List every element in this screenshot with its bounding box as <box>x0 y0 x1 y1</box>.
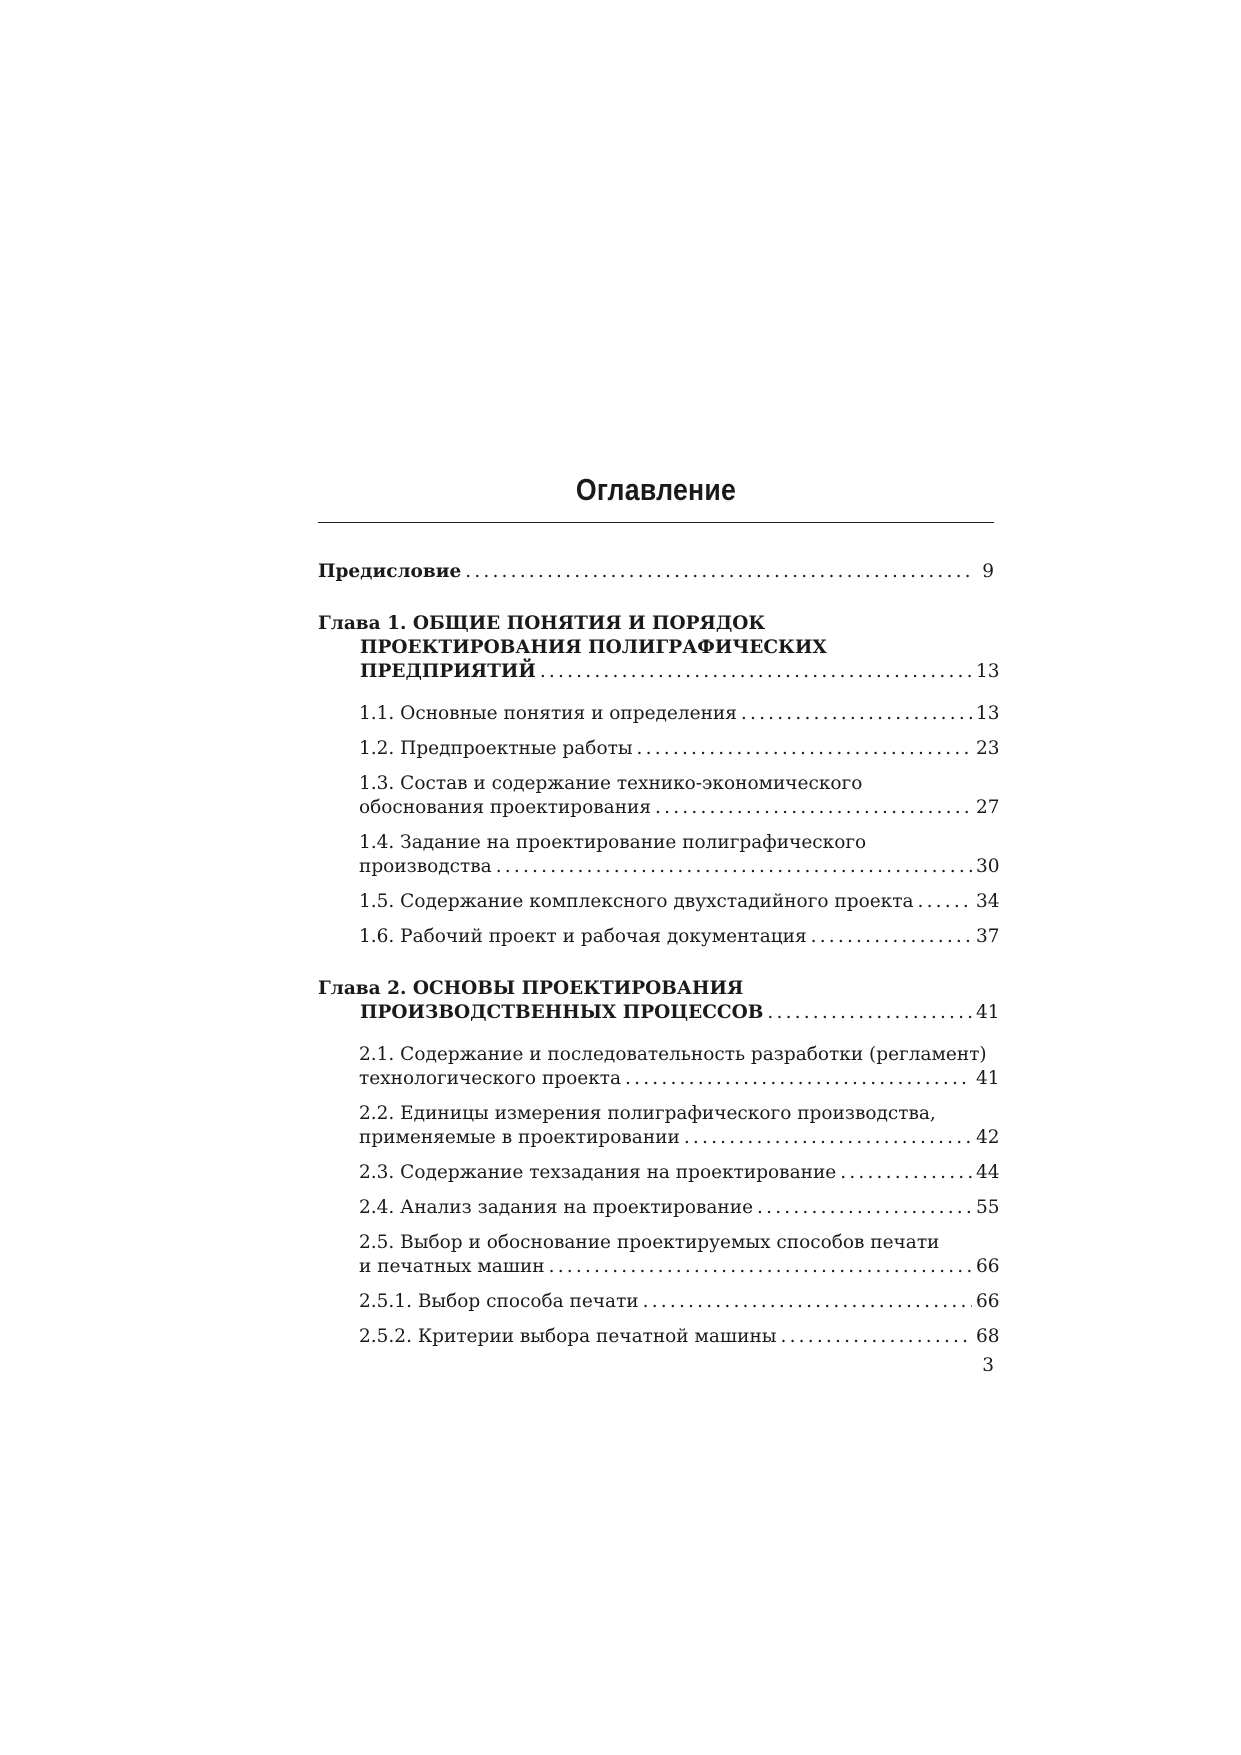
chapter-prefix: Глава 2. <box>318 978 407 999</box>
toc-entry-section-2-1[interactable] <box>318 1043 1000 1091</box>
toc-entry-preface[interactable] <box>318 560 994 584</box>
leader-dots <box>684 1126 972 1150</box>
toc-page-number: 23 <box>976 738 1000 759</box>
toc-entry-title: 2.5. Выбор и обоснование проектируемых способов печати <box>359 1232 940 1253</box>
chapter-title-line: ОБЩИЕ ПОНЯТИЯ И ПОРЯДОК <box>412 613 766 634</box>
toc-page-number: 13 <box>976 703 1000 724</box>
toc-entry-title: 2.5.2. Критерии выбора печатной машины <box>359 1326 777 1347</box>
toc-page-number: 66 <box>976 1291 1000 1312</box>
toc-entry-section-2-4[interactable] <box>318 1196 1000 1220</box>
leader-dots <box>741 702 972 726</box>
leader-dots <box>496 855 972 879</box>
leader-dots <box>767 1001 972 1025</box>
toc-entry-title: 1.4. Задание на проектирование полиграфического <box>359 832 867 853</box>
toc-entry-title-cont: обоснования проектирования <box>359 797 652 818</box>
toc-entry-section-1-5[interactable] <box>318 890 1000 914</box>
toc-entry-section-1-2[interactable] <box>318 737 1000 761</box>
toc-page-number: 13 <box>976 661 1000 682</box>
toc-entry-title-cont: производства <box>359 856 492 877</box>
leader-dots <box>918 890 973 914</box>
toc-entry-section-2-2[interactable] <box>318 1102 1000 1150</box>
toc-page-number: 68 <box>976 1326 1000 1347</box>
toc-page-number: 34 <box>976 891 1000 912</box>
page-title: Оглавление <box>575 472 737 507</box>
toc-entry-title: 2.1. Содержание и последовательность разработки (регламент) <box>359 1044 987 1065</box>
toc-entry-section-1-4[interactable] <box>318 831 1000 879</box>
title-divider <box>318 522 994 523</box>
chapter-title-line: ПРОИЗВОДСТВЕННЫХ ПРОЦЕССОВ <box>360 1002 764 1023</box>
leader-dots <box>811 925 972 949</box>
toc-entry-title: 2.5.1. Выбор способа печати <box>359 1291 639 1312</box>
toc-entry-title: 2.4. Анализ задания на проектирование <box>359 1197 754 1218</box>
toc-page-number: 27 <box>976 797 1000 818</box>
leader-dots <box>465 560 972 584</box>
toc-entry-title: 1.2. Предпроектные работы <box>359 738 633 759</box>
toc-entry-section-2-5[interactable] <box>318 1231 1000 1279</box>
toc-page-number: 44 <box>976 1162 1000 1183</box>
chapter-prefix: Глава 1. <box>318 613 407 634</box>
toc-entry-title: 1.5. Содержание комплексного двухстадийного проекта <box>359 891 914 912</box>
toc-page-number: 55 <box>976 1197 1000 1218</box>
toc-page-number: 42 <box>976 1127 1000 1148</box>
table-of-contents <box>318 560 1000 1349</box>
leader-dots <box>637 737 972 761</box>
chapter-title-line: ПРЕДПРИЯТИЙ <box>360 661 536 682</box>
chapter-title-line: ОСНОВЫ ПРОЕКТИРОВАНИЯ <box>412 978 744 999</box>
toc-page-number: 30 <box>976 856 1000 877</box>
toc-page-number: 41 <box>976 1068 1000 1089</box>
toc-entry-section-2-3[interactable] <box>318 1161 1000 1185</box>
toc-page-number: 9 <box>982 561 994 582</box>
page-number: 3 <box>982 1355 994 1376</box>
leader-dots <box>625 1067 972 1091</box>
toc-entry-section-1-3[interactable] <box>318 772 1000 820</box>
toc-page-number: 66 <box>976 1256 1000 1277</box>
toc-entry-chapter-2[interactable] <box>318 977 1000 1025</box>
toc-entry-section-2-5-1[interactable] <box>318 1290 1000 1314</box>
toc-entry-title-cont: и печатных машин <box>359 1256 545 1277</box>
toc-entry-title: 2.2. Единицы измерения полиграфического производства, <box>359 1103 936 1124</box>
leader-dots <box>840 1161 972 1185</box>
leader-dots <box>655 796 972 820</box>
leader-dots <box>643 1290 972 1314</box>
toc-page-number: 37 <box>976 926 1000 947</box>
toc-entry-title: 2.3. Содержание техзадания на проектирование <box>359 1162 837 1183</box>
leader-dots <box>757 1196 972 1220</box>
toc-entry-title: Предисловие <box>318 561 462 582</box>
toc-entry-title-cont: применяемые в проектировании <box>359 1127 680 1148</box>
toc-entry-title: 1.3. Состав и содержание технико-экономического <box>359 773 863 794</box>
toc-entry-chapter-1[interactable] <box>318 612 1000 684</box>
leader-dots <box>540 660 972 684</box>
toc-entry-section-2-5-2[interactable] <box>318 1325 1000 1349</box>
toc-entry-title: 1.1. Основные понятия и определения <box>359 703 737 724</box>
toc-entry-section-1-6[interactable] <box>318 925 1000 949</box>
leader-dots <box>549 1255 972 1279</box>
toc-entry-section-1-1[interactable] <box>318 702 1000 726</box>
toc-page-number: 41 <box>976 1002 1000 1023</box>
toc-entry-title-cont: технологического проекта <box>359 1068 622 1089</box>
toc-entry-title: 1.6. Рабочий проект и рабочая документация <box>359 926 807 947</box>
chapter-title-line: ПРОЕКТИРОВАНИЯ ПОЛИГРАФИЧЕСКИХ <box>360 637 827 658</box>
leader-dots <box>781 1325 972 1349</box>
